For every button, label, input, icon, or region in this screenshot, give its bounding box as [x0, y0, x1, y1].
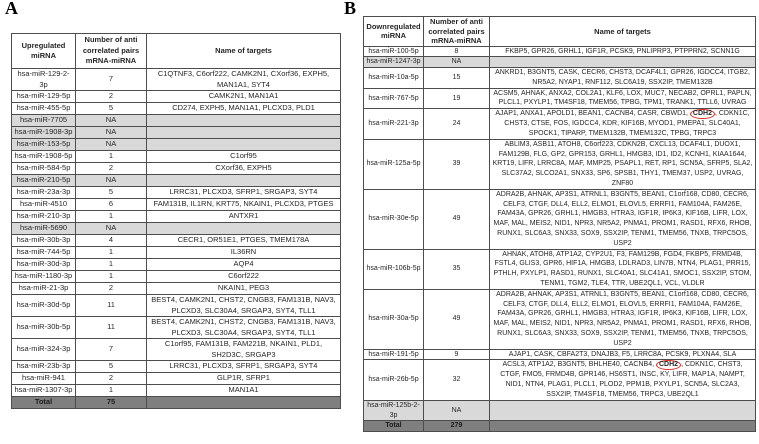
pairs-count-cell: 2	[76, 91, 147, 103]
pairs-count-cell: NA	[424, 400, 490, 421]
mirna-cell: hsa-miR-30a-5p	[364, 289, 424, 349]
mirna-cell: hsa-miR-129-5p	[12, 91, 76, 103]
mirna-cell: Total	[364, 421, 424, 432]
targets-cell: CECR1, OR51E1, PTGES, TMEM178A	[147, 235, 341, 247]
targets-cell	[147, 127, 341, 139]
table-row	[364, 139, 756, 189]
targets-cell	[147, 223, 341, 235]
pairs-count-cell: 5	[76, 187, 147, 199]
mirna-cell: hsa-miR-10a-5p	[364, 68, 424, 89]
mirna-cell: hsa-miR-584-5p	[12, 163, 76, 175]
table-row	[364, 289, 756, 349]
col-header-anticorrelated-pairs: Number of anti correlated pairs mRNA-miRNA	[76, 34, 147, 69]
mirna-cell: hsa-miR-129-2-3p	[12, 69, 76, 91]
mirna-cell: hsa-miR-26b-5p	[364, 360, 424, 400]
targets-cell: ADRA2B, AHNAK, AP3S1, ATRNL1, B3GNT5, BEAN1, C1orf168, CD80, CECR6, CELF3, CTGF, DLL4, ELL2, ELMO1, ELOVL5, ERRFI1, FAM104A, FAM26E, FAM43A, GPR26, GRHL1, HMGB3, HTRA3, IGF1R, IP6K3, KIF16B, LIFR, LOX, MAF, MAL, MEIS2, NID1, NPR3, NR5A2, PNMA1, PROM1, RASD1, RFX6, RHOB, RUNX1, SLC6A3, SNX33, SOX9, SSX2IP, TENM1, TMEM56, TNXB, TRPC5OS, USP2	[490, 189, 756, 249]
mirna-cell: hsa-miR-30b-5p	[12, 317, 76, 339]
targets-cell: AHNAK, ATOH8, ATP1A2, CYP2U1, F3, FAM129B, FGD4, FKBP5, FRMD4B, FSTL4, GLIS3, GPR6, HIF1A, HMGB3, LDLRAD3, LIN7B, NTN4, PLAG1, PRR15, PTHLH, PXYLP1, RASD1, RUNX1, SLC40A1, SLC41A1, SMOC1, SSX2IP, STOM, TENM1, TGM2, TLE4, TTR, UBE2QL1, VCL, VLDLR	[490, 249, 756, 289]
mirna-cell: hsa-miR-1180-3p	[12, 271, 76, 283]
targets-cell: CXorf36, EXPH5	[147, 163, 341, 175]
table-row	[12, 361, 341, 373]
targets-cell: AJAP1, CASK, CBFA2T3, DNAJB3, F5, LRRC8A, PCSK9, PLXNA4, SLA	[490, 349, 756, 360]
mirna-cell: hsa-miR-1247-3p	[364, 57, 424, 68]
mirna-cell: hsa-miR-4510	[12, 199, 76, 211]
mirna-cell: hsa-miR-210-3p	[12, 211, 76, 223]
mirna-cell: hsa-miR-30d-5p	[12, 295, 76, 317]
table-row	[12, 295, 341, 317]
targets-cell: C1orf95	[147, 151, 341, 163]
pairs-count-cell: 35	[424, 249, 490, 289]
pairs-count-cell: 32	[424, 360, 490, 400]
pairs-count-cell: 8	[424, 46, 490, 57]
pairs-count-cell: NA	[76, 115, 147, 127]
mirna-cell: hsa-miR-1908-5p	[12, 151, 76, 163]
panel-b-label: B	[344, 0, 357, 18]
pairs-count-cell: 1	[76, 151, 147, 163]
pairs-count-cell: 6	[76, 199, 147, 211]
mirna-cell: hsa-miR-7705	[12, 115, 76, 127]
pairs-count-cell: 2	[76, 163, 147, 175]
pairs-count-cell: 75	[76, 397, 147, 409]
table-row	[364, 88, 756, 109]
targets-cell	[490, 400, 756, 421]
table-row	[364, 360, 756, 400]
table-row	[364, 109, 756, 140]
targets-cell: ADRA2B, AHNAK, AP3S1, ATRNL1, B3GNT5, BEAN1, C1orf168, CD80, CECR6, CELF3, CTGF, DLL4, ELL2, ELMO1, ELOVL5, ERRFI1, FAM104A, FAM26E, FAM43A, GPR26, GRHL1, HMGB3, HTRA3, IGF1R, IP6K3, KIF16B, LIFR, LOX, MAF, MAL, MEIS2, NID1, NPR3, NR5A2, PNMA1, PROM1, RASD1, RFX6, RHOB, RUNX1, SLC6A3, SNX33, SOX9, SSX2IP, TENM1, TMEM56, TNXB, TRPC5OS, USP2	[490, 289, 756, 349]
pairs-count-cell: 24	[424, 109, 490, 140]
targets-cell: C6orf222	[147, 271, 341, 283]
table-row	[364, 46, 756, 57]
targets-cell: GLP1R, SFRP1	[147, 373, 341, 385]
targets-cell: CD274, EXPH5, MAN1A1, PLCXD3, PLD1	[147, 103, 341, 115]
pairs-count-cell: 9	[424, 349, 490, 360]
table-row	[364, 249, 756, 289]
pairs-count-cell: 11	[76, 295, 147, 317]
downregulated-mirna-table	[363, 16, 756, 432]
targets-cell: ACSL3, ATP1A2, B3GNT5, BHLHE40, CACNB4, CDH2 , CDKN1C, CHST3, CTGF, FMO5, FRMD4B, GPR146, HS6ST1, INSC, KY, LIFR, MAP1A, NAMPT, NID1, NTN4, PLAG1, PLCL1, PLOD2, PPM1B, PXYLP1, SCN5A, SLC2A3, SSX2IP, TM4SF18, TMEM56, TRPC3, UBE2QL1	[490, 360, 756, 400]
mirna-cell: hsa-miR-30d-3p	[12, 259, 76, 271]
mirna-cell: hsa-miR-455-5p	[12, 103, 76, 115]
table-row	[12, 103, 341, 115]
pairs-count-cell: 39	[424, 139, 490, 189]
pairs-count-cell: 19	[424, 88, 490, 109]
mirna-cell: hsa-miR-767-5p	[364, 88, 424, 109]
pairs-count-cell: 1	[76, 271, 147, 283]
red-circle-highlight: CDH2	[690, 109, 715, 119]
mirna-cell: hsa-miR-23b-3p	[12, 361, 76, 373]
pairs-count-cell: 1	[76, 247, 147, 259]
mirna-cell: hsa-miR-30e-5p	[364, 189, 424, 249]
table-row	[12, 139, 341, 151]
table-row	[364, 400, 756, 421]
targets-cell: CAMK2N1, MAN1A1	[147, 91, 341, 103]
mirna-cell: hsa-miR-153-5p	[12, 139, 76, 151]
table-row	[12, 247, 341, 259]
pairs-count-cell: 5	[76, 361, 147, 373]
targets-cell: LRRC31, PLCXD3, SFRP1, SRGAP3, SYT4	[147, 187, 341, 199]
table-row	[12, 115, 341, 127]
targets-cell	[147, 139, 341, 151]
targets-cell: BEST4, CAMK2N1, CHST2, CNGB3, FAM131B, NAV3, PLCXD3, SLC30A4, SRGAP3, SYT4, TLL1	[147, 317, 341, 339]
targets-cell	[147, 175, 341, 187]
targets-cell: ABLIM3, ASB11, ATOH8, C6orf223, CDKN2B, CXCL13, DCAF4L1, DUOX1, FAM129B, FLG, GP2, GPR153, GRHL1, HMGB3, ID1, ID2, KCNH1, KIAA1644, KRT19, LIFR, LRRC8A, MAF, MMP25, PSAPL1, RET, RP1, SCN5A, SFRP5, SLA2, SLC37A2, SLCO2A1, SNX33, SP6, SPSB1, THY1, TMEM37, USP2, UVRAG, ZNF80	[490, 139, 756, 189]
targets-cell: IL36RN	[147, 247, 341, 259]
col-header-name-of-targets: Name of targets	[490, 17, 756, 47]
pairs-count-cell: NA	[76, 223, 147, 235]
mirna-cell: hsa-miR-30b-3p	[12, 235, 76, 247]
pairs-count-cell: 4	[76, 235, 147, 247]
red-circle-highlight: CDH2	[656, 360, 681, 370]
pairs-count-cell: NA	[76, 127, 147, 139]
table-row	[12, 69, 341, 91]
mirna-cell: hsa-miR-221-3p	[364, 109, 424, 140]
upregulated-mirna-table	[11, 33, 341, 409]
col-header-downregulated-mirna: Downregulated miRNA	[364, 17, 424, 47]
targets-cell: ACSM5, AHNAK, ANXA2, COL2A1, KLF6, LOX, MUC7, NECAB2, OPRL1, PAPLN, PLCL1, PXYLP1, TM4SF18, TMEM56, TPBG, TPM1, TRANK1, TTLL6, UVRAG	[490, 88, 756, 109]
pairs-count-cell: 5	[76, 103, 147, 115]
targets-cell	[490, 57, 756, 68]
targets-cell: AJAP1, ANXA1, APOLD1, BEAN1, CACNB4, CASR, CBWD1, CDH2 , CDKN1C, CHST3, CTSE, FOS, IGDCC4, KDR, KIF16B, MYOD1, PMEPA1, SLC40A1, SPOCK1, TIPARP, TMEM132B, TMEM132C, TPBG, TRPC3	[490, 109, 756, 140]
targets-cell: ANKRD1, B3GNT5, CASK, CECR6, CHST3, DCAF4L1, GPR26, IGDCC4, ITGB2, NR5A2, NYAP1, RNF112, SLC6A19, SSX2IP, TMEM132B	[490, 68, 756, 89]
targets-cell: ANTXR1	[147, 211, 341, 223]
mirna-cell: hsa-miR-23a-3p	[12, 187, 76, 199]
mirna-cell: hsa-miR-106b-5p	[364, 249, 424, 289]
mirna-cell: hsa-miR-1307-3p	[12, 385, 76, 397]
table-row	[12, 271, 341, 283]
table-row	[364, 57, 756, 68]
header-row	[12, 34, 341, 69]
table-row	[12, 187, 341, 199]
pairs-count-cell: 49	[424, 289, 490, 349]
targets-cell: AQP4	[147, 259, 341, 271]
mirna-cell: hsa-miR-5690	[12, 223, 76, 235]
panel-a-label: A	[5, 0, 18, 18]
table-row	[12, 339, 341, 361]
pairs-count-cell: NA	[76, 139, 147, 151]
table-row	[12, 259, 341, 271]
targets-cell: C1orf95, FAM131B, FAM221B, NKAIN1, PLD1, SH2D3C, SRGAP3	[147, 339, 341, 361]
col-header-name-of-targets: Name of targets	[147, 34, 341, 69]
pairs-count-cell: 49	[424, 189, 490, 249]
table-row	[12, 151, 341, 163]
total-row	[12, 397, 341, 409]
table-row	[12, 283, 341, 295]
table-row	[364, 349, 756, 360]
table-row	[12, 175, 341, 187]
pairs-count-cell: 279	[424, 421, 490, 432]
mirna-cell: hsa-miR-210-5p	[12, 175, 76, 187]
header-row	[364, 17, 756, 47]
table-row	[12, 211, 341, 223]
mirna-cell: hsa-miR-744-5p	[12, 247, 76, 259]
table-row	[12, 127, 341, 139]
pairs-count-cell: NA	[76, 175, 147, 187]
pairs-count-cell: 11	[76, 317, 147, 339]
mirna-cell: hsa-miR-100-5p	[364, 46, 424, 57]
mirna-cell: Total	[12, 397, 76, 409]
pairs-count-cell: 2	[76, 373, 147, 385]
targets-cell: MAN1A1	[147, 385, 341, 397]
targets-cell	[147, 115, 341, 127]
targets-cell: FAM131B, IL1RN, KRT75, NKAIN1, PLCXD3, PTGES	[147, 199, 341, 211]
targets-cell: BEST4, CAMK2N1, CHST2, CNGB3, FAM131B, NAV3, PLCXD3, SLC30A4, SRGAP3, SYT4, TLL1	[147, 295, 341, 317]
table-row	[12, 91, 341, 103]
targets-cell	[490, 421, 756, 432]
table-row	[12, 235, 341, 247]
mirna-cell: hsa-miR-21-3p	[12, 283, 76, 295]
targets-cell: FKBP5, GPR26, GRHL1, IGF1R, PCSK9, PNLIPRP3, PTPPRN2, SCNN1G	[490, 46, 756, 57]
pairs-count-cell: 15	[424, 68, 490, 89]
targets-cell: NKAIN1, PEG3	[147, 283, 341, 295]
pairs-count-cell: 2	[76, 283, 147, 295]
mirna-cell: hsa-miR-191-5p	[364, 349, 424, 360]
pairs-count-cell: NA	[424, 57, 490, 68]
table-row	[12, 199, 341, 211]
pairs-count-cell: 1	[76, 211, 147, 223]
table-row	[12, 385, 341, 397]
total-row	[364, 421, 756, 432]
pairs-count-cell: 7	[76, 69, 147, 91]
table-row	[12, 373, 341, 385]
targets-cell	[147, 397, 341, 409]
table-row	[12, 317, 341, 339]
pairs-count-cell: 1	[76, 259, 147, 271]
mirna-cell: hsa-miR-125b-2-3p	[364, 400, 424, 421]
mirna-cell: hsa-miR-324-3p	[12, 339, 76, 361]
table-row	[12, 163, 341, 175]
targets-cell: C1QTNF3, C6orf222, CAMK2N1, CXorf36, EXPH5, MAN1A1, SYT4	[147, 69, 341, 91]
col-header-anticorrelated-pairs: Number of anti correlated pairs mRNA-miRNA	[424, 17, 490, 47]
mirna-cell: hsa-miR-941	[12, 373, 76, 385]
table-row	[364, 68, 756, 89]
col-header-upregulated-mirna: Upregulated miRNA	[12, 34, 76, 69]
targets-cell: LRRC31, PLCXD3, SFRP1, SRGAP3, SYT4	[147, 361, 341, 373]
mirna-cell: hsa-miR-125a-5p	[364, 139, 424, 189]
pairs-count-cell: 7	[76, 339, 147, 361]
table-row	[12, 223, 341, 235]
table-row	[364, 189, 756, 249]
mirna-cell: hsa-miR-1908-3p	[12, 127, 76, 139]
pairs-count-cell: 1	[76, 385, 147, 397]
